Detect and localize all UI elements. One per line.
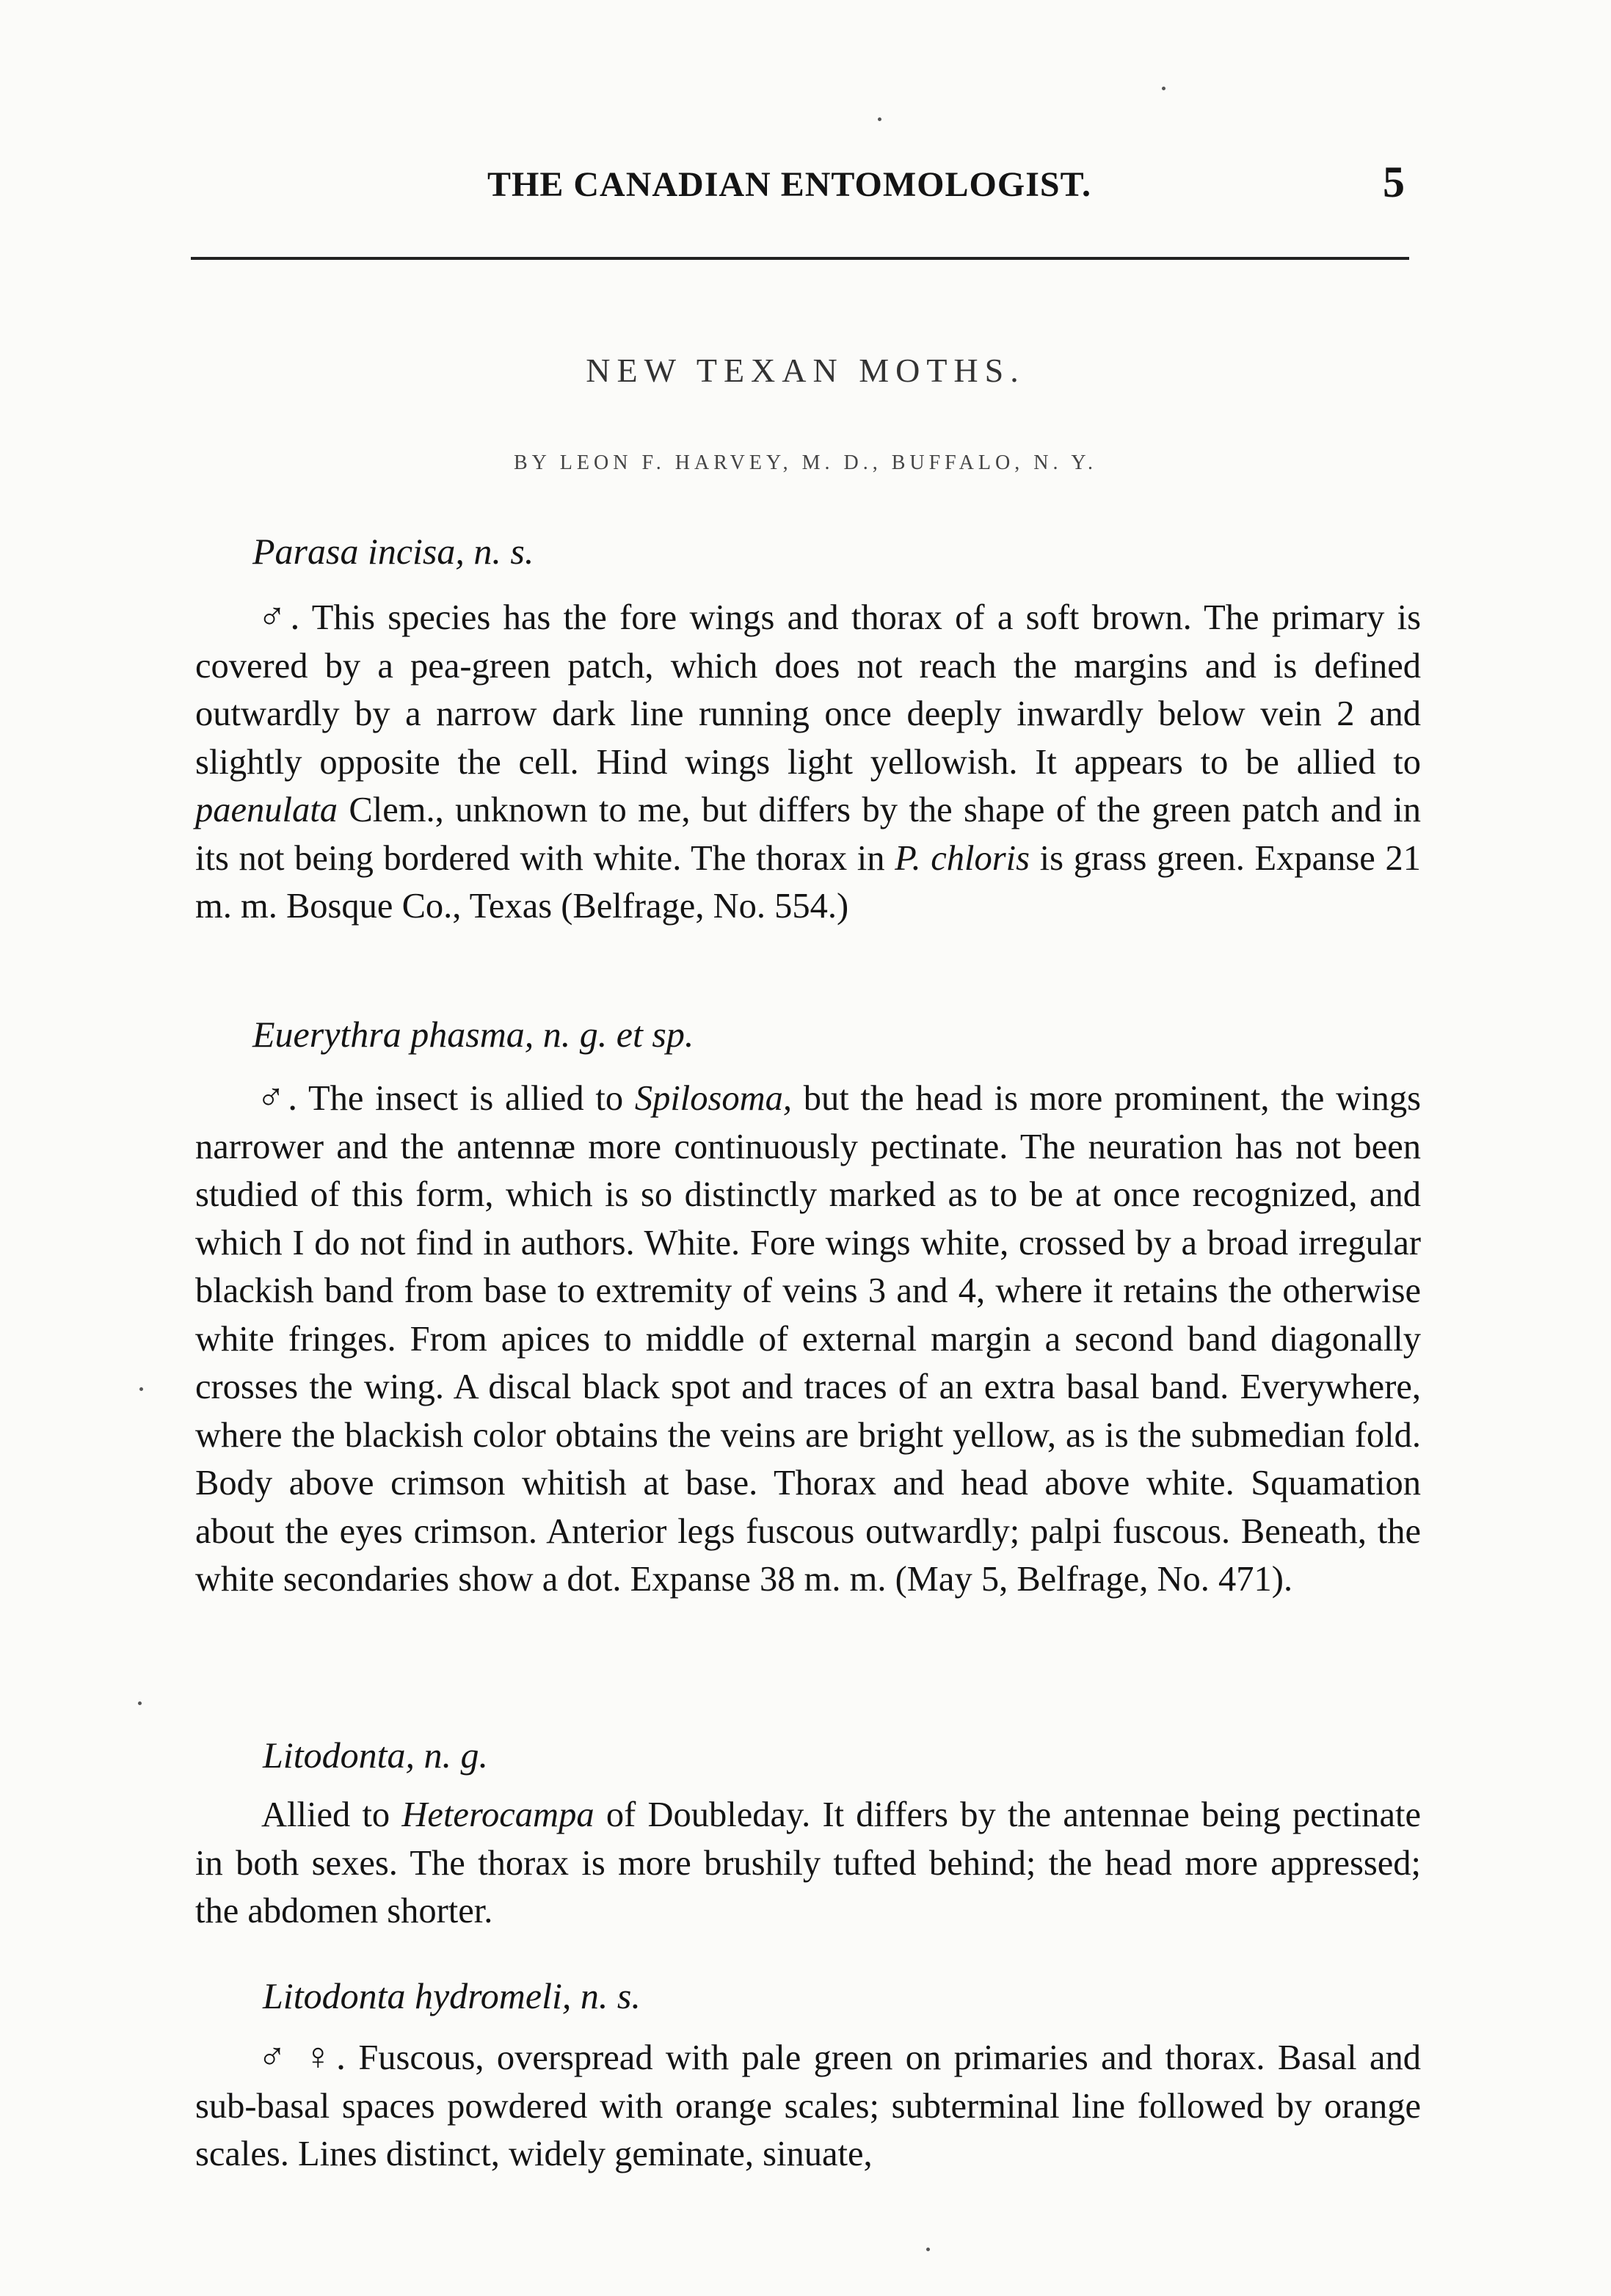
print-speck [926, 2248, 930, 2251]
species-heading-euerythra-phasma: Euerythra phasma, n. g. et sp. [252, 1014, 694, 1055]
italic-taxon: P. chloris [895, 838, 1030, 878]
species-description-euerythra-phasma [195, 1074, 1421, 1604]
description-text: but the head is more prominent, the wings narrower and the antennæ more continuously pectinate. The neuration has not been studied of this form, which is so distinctly marked as to be at once recognized, and which I do not find in authors. White. Fore wings white, crossed by a broad irregular blackish band from base to extremity of veins 3 and 4, where it retains the otherwise white fringes. From apices to middle of external margin a second band diagonally crosses the wing. A discal black spot and traces of an extra basal band. Everywhere, where the blackish color obtains the veins are bright yellow, as is the submedian fold. Body above crimson whitish at base. Thorax and head above white. Squamation about the eyes crimson. Anterior legs fuscous outwardly; palpi fuscous. Beneath, the white secondaries show a dot. Expanse 38 m. m. (May 5, Belfrage, No. 471). [195, 1079, 1422, 1599]
description-text: The insect is allied to [308, 1079, 635, 1118]
running-head [197, 160, 1427, 219]
page-number: 5 [1383, 158, 1405, 206]
italic-taxon: Heterocampa [401, 1795, 594, 1834]
male-female-symbol: ♂ ♀. [254, 2036, 346, 2078]
print-speck [878, 117, 881, 121]
description-text: is grass green. Expanse 21 m. m. Bosque Co., Texas (Belfrage, No. 554.) [195, 838, 1421, 926]
header-rule [191, 257, 1409, 260]
description-text: Fuscous, overspread with pale green on primaries and thorax. Basal and sub-basal spaces powdered with orange scales; subterminal line followed by orange scales. Lines distinct, widely geminate, sinuate, [195, 2038, 1422, 2173]
genus-description-litodonta [195, 1791, 1421, 1936]
running-head-title: THE CANADIAN ENTOMOLOGIST. [487, 165, 1092, 204]
male-symbol: ♂. [254, 1077, 298, 1119]
article-byline: BY LEON F. HARVEY, M. D., BUFFALO, N. Y. [513, 451, 1098, 474]
species-heading-parasa-incisa: Parasa incisa, n. s. [252, 531, 534, 572]
species-description-litodonta-hydromeli [195, 2033, 1421, 2179]
italic-taxon: paenulata [195, 791, 338, 829]
genus-heading-litodonta: Litodonta, n. g. [263, 1734, 488, 1776]
species-description-parasa-incisa [195, 593, 1421, 931]
article-title: NEW TEXAN MOTHS. [586, 352, 1025, 389]
species-heading-litodonta-hydromeli: Litodonta hydromeli, n. s. [263, 1975, 641, 2016]
print-speck [138, 1701, 142, 1705]
description-text: of Doubleday. It differs by the antennae being pectinate in both sexes. The thorax is more brushily tufted behind; the head more appressed; the abdomen shorter. [195, 1795, 1421, 1930]
italic-taxon: Spilosoma, [634, 1079, 793, 1118]
description-text: Clem., unknown to me, but differs by the shape of the green patch and in its not being bordered with white. The thorax in [195, 791, 1421, 878]
male-symbol: ♂. [254, 596, 300, 638]
print-speck [139, 1387, 143, 1391]
print-speck [1162, 87, 1165, 90]
description-text: Allied to [261, 1795, 402, 1834]
description-text: This species has the fore wings and thorax of a soft brown. The primary is covered by a pea-green patch, which does not reach the margins and is defined outwardly by a narrow dark line running once deeply inwardly below vein 2 and slightly opposite the cell. Hind wings light yellowish. It appears to be allied to [195, 598, 1422, 782]
